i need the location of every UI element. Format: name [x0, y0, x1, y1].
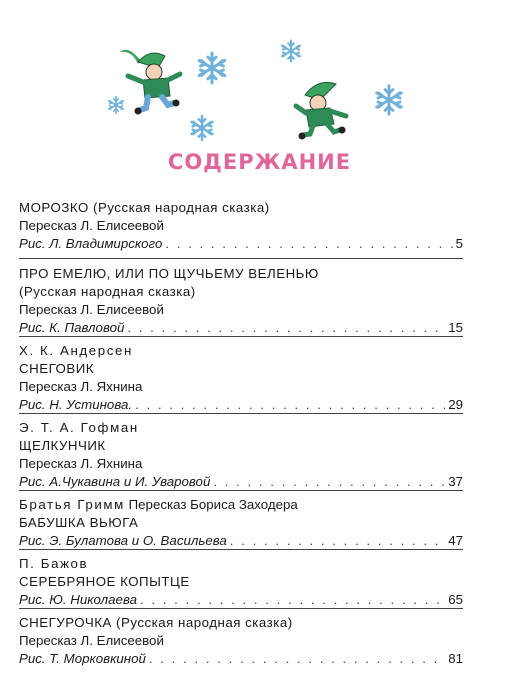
page-number: 47	[448, 533, 463, 548]
page-number: 65	[448, 592, 463, 607]
illustrator-line	[19, 650, 463, 668]
dot-leader	[165, 235, 452, 253]
illustrator: Рис. А.Чукавина и И. Уваровой	[19, 474, 211, 489]
story-title: МОРОЗКО	[19, 200, 89, 215]
snowflake-icon	[377, 86, 402, 115]
story-subtitle: (Русская народная сказка)	[19, 284, 196, 299]
gnome-right-figure	[296, 82, 346, 139]
table-of-contents	[19, 199, 463, 669]
snowflake-icon	[109, 97, 123, 114]
contents-heading: СОДЕРЖАНИЕ	[167, 150, 352, 174]
illustrator-line	[19, 235, 463, 253]
author-name: П. Бажов	[19, 556, 89, 571]
page-number: 37	[448, 474, 463, 489]
illustrator: Рис. Ю. Николаева	[19, 592, 137, 607]
dot-leader	[127, 319, 445, 337]
toc-entry[interactable]	[19, 199, 463, 258]
snowflake-icon	[282, 41, 300, 62]
story-title: ЩЕЛКУНЧИК	[19, 438, 106, 453]
retold-by: Пересказ Л. Яхнина	[19, 379, 143, 394]
illustrator: Рис. Н. Устинова.	[19, 397, 133, 412]
story-title-line	[19, 199, 463, 217]
dot-leader	[135, 396, 445, 414]
illustrator-line	[19, 319, 463, 337]
story-title-line	[19, 614, 463, 632]
page-number: 15	[448, 320, 463, 335]
illustrator-line	[19, 591, 463, 609]
story-title: ПРО ЕМЕЛЮ, ИЛИ ПО ЩУЧЬЕМУ ВЕЛЕНЬЮ	[19, 266, 319, 281]
dot-leader	[230, 532, 445, 550]
page-number: 5	[455, 236, 463, 251]
dot-leader	[149, 650, 445, 668]
retold-by: Пересказ Л. Елисеевой	[19, 633, 164, 648]
illustrator-line	[19, 396, 463, 414]
illustrator: Рис. Э. Булатова и О. Васильева	[19, 533, 227, 548]
author-name: Х. К. Андерсен	[19, 343, 133, 358]
story-title: СНЕГУРОЧКА	[19, 615, 112, 630]
toc-entry[interactable]	[19, 490, 463, 549]
illustrator: Рис. Т. Морковкиной	[19, 651, 146, 666]
winter-gnomes-illustration	[0, 0, 519, 150]
author-name: Э. Т. А. Гофман	[19, 420, 139, 435]
retold-by: Пересказ Бориса Заходера	[128, 497, 298, 512]
retold-by: Пересказ Л. Елисеевой	[19, 302, 164, 317]
story-title: БАБУШКА ВЬЮГА	[19, 515, 139, 530]
snowflake-icon	[192, 116, 213, 140]
story-title: СНЕГОВИК	[19, 361, 95, 376]
toc-entry[interactable]	[19, 549, 463, 608]
dot-leader	[213, 473, 445, 491]
author-line	[19, 496, 463, 514]
illustrator: Рис. К. Павловой	[19, 320, 125, 335]
story-subtitle: (Русская народная сказка)	[93, 200, 270, 215]
story-subtitle: (Русская народная сказка)	[116, 615, 293, 630]
illustrator: Рис. Л. Владимирского	[19, 236, 163, 251]
toc-entry[interactable]	[19, 413, 463, 490]
retold-by: Пересказ Л. Елисеевой	[19, 218, 164, 233]
dot-leader	[140, 591, 445, 609]
page-number: 29	[448, 397, 463, 412]
toc-entry[interactable]	[19, 258, 463, 336]
page-number: 81	[448, 651, 463, 666]
illustrator-line	[19, 473, 463, 491]
illustrator-line	[19, 532, 463, 550]
toc-entry[interactable]	[19, 336, 463, 413]
author-name: Братья Гримм	[19, 497, 125, 512]
gnome-left-figure	[120, 50, 180, 115]
toc-entry[interactable]	[19, 608, 463, 669]
story-title: СЕРЕБРЯНОЕ КОПЫТЦЕ	[19, 574, 190, 589]
snowflake-icon	[199, 53, 225, 83]
retold-by: Пересказ Л. Яхнина	[19, 456, 143, 471]
